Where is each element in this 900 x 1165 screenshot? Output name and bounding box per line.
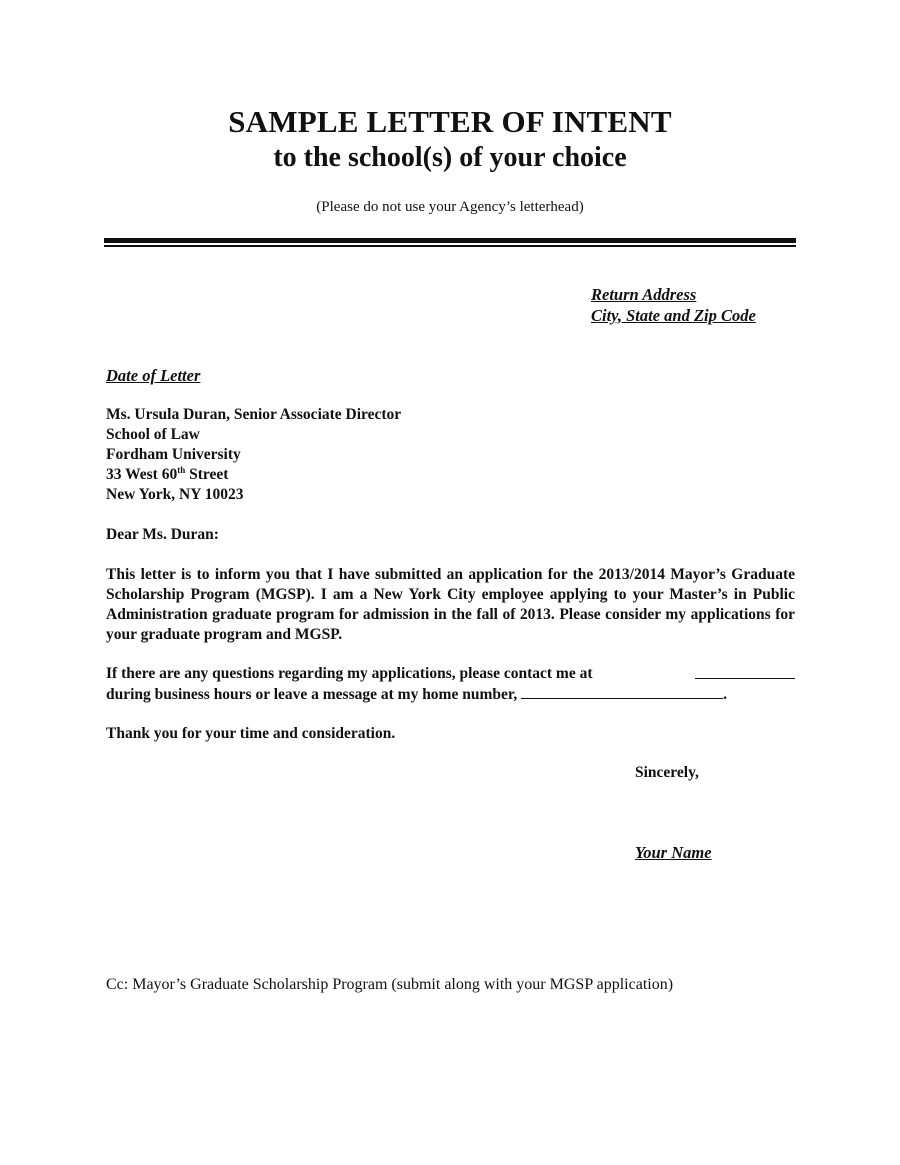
paragraph-2-line-1	[106, 664, 795, 684]
closing: Sincerely,	[635, 764, 699, 781]
signature-name: Your Name	[635, 843, 712, 862]
return-address-line-1: Return Address	[591, 285, 697, 304]
recipient-institution: Fordham University	[106, 446, 241, 463]
work-phone-blank	[695, 664, 795, 679]
letterhead-note: (Please do not use your Agency’s letterhead)	[316, 199, 584, 215]
divider-thin-line	[104, 245, 796, 247]
recipient-address	[106, 405, 401, 505]
street-name: Street	[185, 466, 229, 483]
salutation: Dear Ms. Duran:	[106, 526, 219, 543]
document-subtitle: to the school(s) of your choice	[273, 142, 627, 173]
body-paragraph-3: Thank you for your time and consideration.	[106, 725, 396, 742]
return-address	[591, 285, 756, 326]
recipient-name-title: Ms. Ursula Duran, Senior Associate Director	[106, 406, 402, 423]
recipient-department: School of Law	[106, 426, 200, 443]
body-paragraph-2	[106, 664, 795, 705]
street-ordinal-suffix: th	[177, 464, 186, 475]
street-number: 33 West 60	[106, 466, 178, 483]
header-divider	[104, 238, 796, 248]
date-of-letter: Date of Letter	[106, 366, 201, 385]
home-phone-blank	[521, 684, 723, 699]
recipient-street	[106, 465, 401, 485]
paragraph-2-text-2: during business hours or leave a message at my home number,	[106, 686, 518, 703]
paragraph-2-line-2	[106, 684, 795, 705]
return-address-line-2: City, State and Zip Code	[591, 305, 756, 325]
document-title: SAMPLE LETTER OF INTENT	[228, 104, 672, 139]
body-paragraph-1: This letter is to inform you that I have submitted an application for the 2013/2014 Mayor’s Graduate Scholarship Program (MGSP). I am a New York City employee applying to your Master’s in Public Administration graduate program for admission in the fall of 2013. Please consider my applications for your graduate program and MGSP.	[106, 566, 795, 643]
recipient-city-state-zip: New York, NY 10023	[106, 486, 244, 503]
paragraph-2-text-1: If there are any questions regarding my applications, please contact me at	[106, 665, 593, 682]
divider-thick-line	[104, 238, 796, 243]
cc-line: Cc: Mayor’s Graduate Scholarship Program (submit along with your MGSP application)	[106, 976, 674, 993]
paragraph-2-period: .	[723, 686, 727, 703]
